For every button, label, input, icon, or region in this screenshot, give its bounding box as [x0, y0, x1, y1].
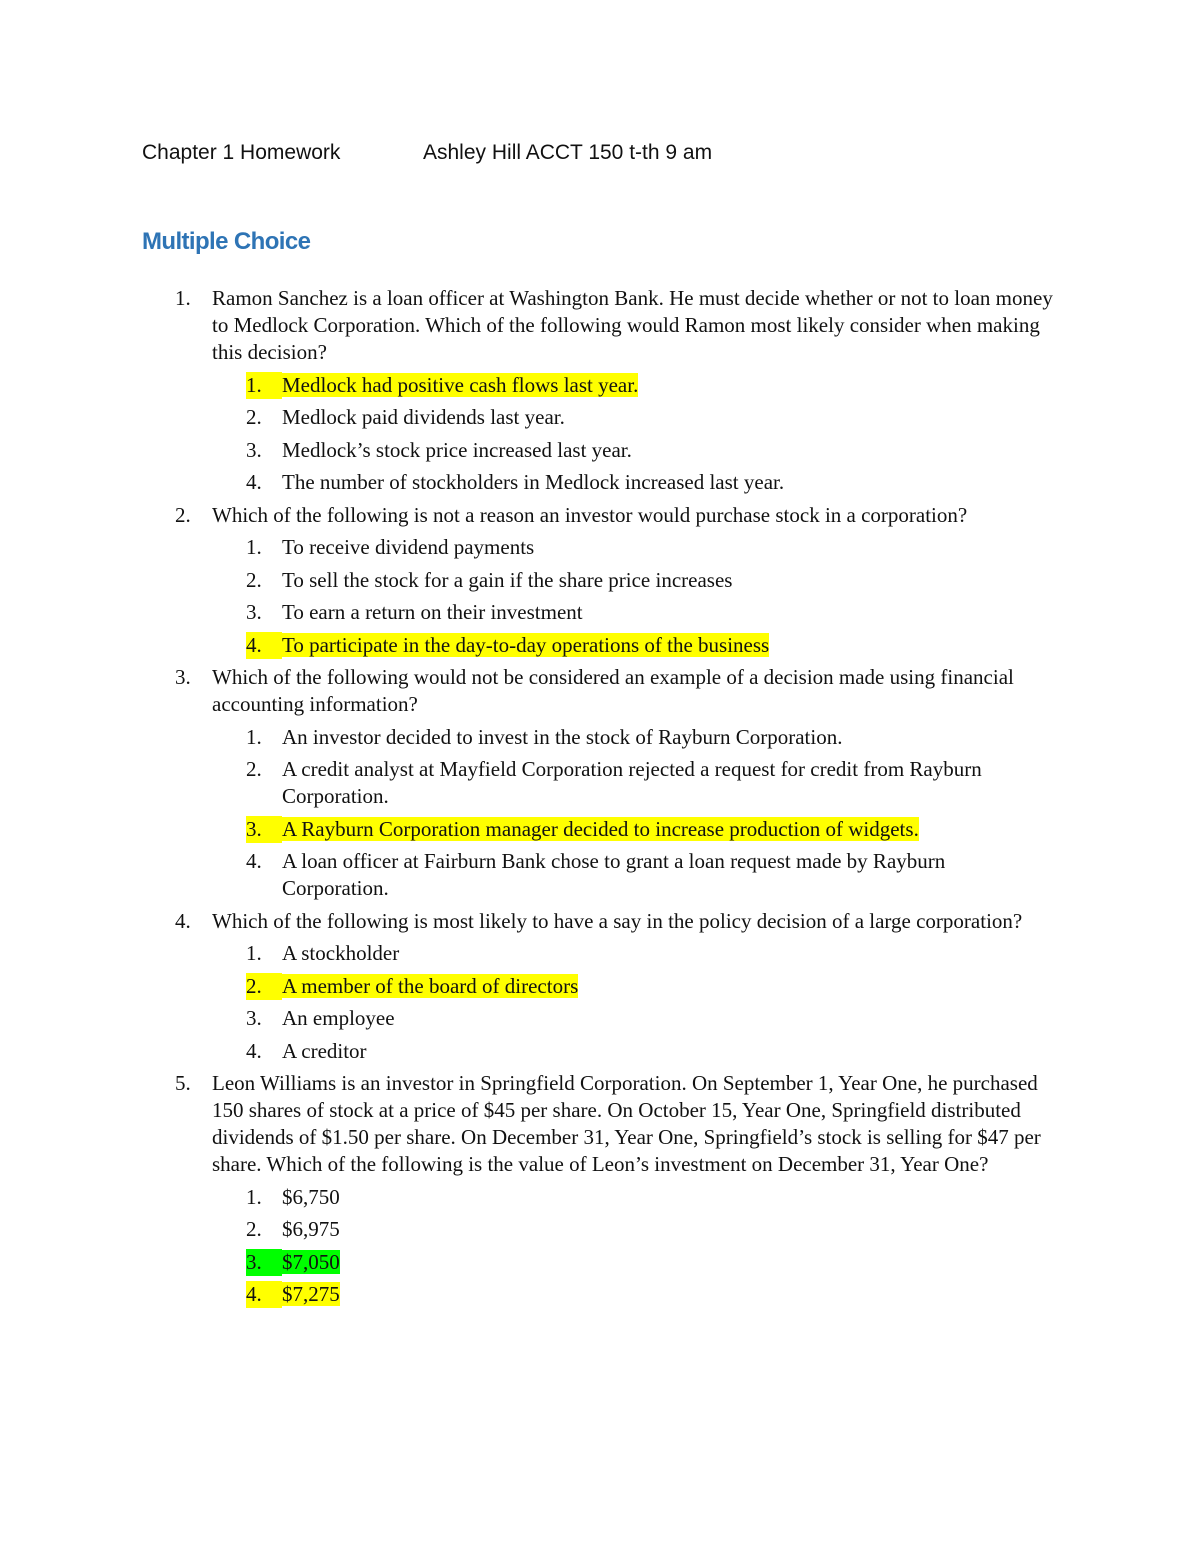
- answer-option: [0, 940, 1200, 967]
- answer-option: [0, 404, 1200, 431]
- answer-option: [0, 567, 1200, 594]
- document-title: Chapter 1 Homework: [142, 141, 341, 164]
- author-line: Ashley Hill ACCT 150 t-th 9 am: [423, 141, 713, 164]
- answer-option-body: [246, 1184, 1046, 1211]
- answer-option-text: A member of the board of directors: [282, 973, 579, 998]
- highlight-bridge: [262, 1281, 282, 1308]
- answer-option-text-wrap: [282, 973, 1046, 1000]
- answer-option: [0, 1005, 1200, 1032]
- answer-options: [0, 724, 1200, 903]
- question-text: Which of the following would not be considered an example of a decision made using financial accounting information?: [212, 665, 1014, 716]
- question-number: 4.: [175, 908, 191, 933]
- answer-options: [0, 372, 1200, 497]
- answer-option-number: 1.: [246, 724, 262, 749]
- answer-option-text-wrap: [282, 848, 1046, 902]
- highlight-bridge: [262, 372, 282, 399]
- answer-option: [0, 973, 1200, 1000]
- answer-option-text: An investor decided to invest in the stock of Rayburn Corporation.: [282, 724, 843, 749]
- answer-option-number: 2.: [246, 405, 262, 429]
- answer-option-text: $6,750: [282, 1184, 340, 1209]
- answer-option-text-wrap: [282, 534, 1046, 561]
- answer-option-number: 3.: [246, 1006, 262, 1030]
- answer-option-text-wrap: [282, 1281, 1046, 1308]
- answer-option-body: [246, 469, 1046, 496]
- answer-option: [0, 724, 1200, 751]
- answer-option-number: 4.: [246, 849, 262, 873]
- answer-option-number: 4.: [246, 470, 262, 494]
- question-list: [0, 285, 1200, 1308]
- answer-option-number: 3.: [246, 600, 262, 624]
- answer-option: [0, 469, 1200, 496]
- answer-option-text-wrap: [282, 599, 1046, 626]
- answer-option-number: 2.: [246, 973, 262, 998]
- answer-option-body: [246, 973, 1046, 1000]
- answer-option-text: An employee: [282, 1006, 395, 1030]
- answer-option-text: $6,975: [282, 1217, 340, 1241]
- answer-option: [0, 599, 1200, 626]
- answer-option-text: To earn a return on their investment: [282, 600, 583, 624]
- question-text: Which of the following is most likely to have a say in the policy decision of a large corporation?: [212, 908, 1023, 933]
- answer-option-number: 2.: [246, 757, 262, 781]
- answer-option: [0, 1038, 1200, 1065]
- answer-option-text-wrap: [282, 940, 1046, 967]
- answer-option-number: 1.: [246, 1184, 262, 1209]
- answer-option-text-wrap: [282, 1038, 1046, 1065]
- answer-option: [0, 1184, 1200, 1211]
- answer-option-text-wrap: [282, 1216, 1046, 1243]
- question-number: 3.: [175, 665, 191, 689]
- answer-option-text-wrap: [282, 1249, 1046, 1276]
- question-number: 1.: [175, 286, 191, 310]
- answer-option-body: [246, 848, 1046, 902]
- answer-option-number: 2.: [246, 567, 262, 592]
- answer-option-text-wrap: [282, 469, 1046, 496]
- answer-option-text: A stockholder: [282, 941, 400, 965]
- highlight-bridge: [262, 973, 282, 1000]
- answer-option-body: [246, 816, 1046, 843]
- answer-option-text: To receive dividend payments: [282, 535, 535, 559]
- answer-option-body: [246, 404, 1046, 431]
- answer-option-text-wrap: [282, 756, 1046, 810]
- answer-option-text-wrap: [282, 816, 1046, 843]
- answer-option-number: 1.: [246, 372, 262, 397]
- answer-option-text-wrap: [282, 632, 1046, 659]
- answer-option-number: 3.: [246, 1249, 262, 1274]
- answer-option-number: 4.: [246, 632, 262, 657]
- answer-option-text-wrap: [282, 372, 1046, 399]
- answer-option-text: A creditor: [282, 1038, 367, 1063]
- answer-option-number: 1.: [246, 941, 262, 965]
- answer-option-text-wrap: [282, 404, 1046, 431]
- answer-option-body: [246, 1281, 1046, 1308]
- answer-option: [0, 1281, 1200, 1308]
- answer-option-text-wrap: [282, 724, 1046, 751]
- section-heading: Multiple Choice: [142, 228, 311, 255]
- answer-option-body: [246, 534, 1046, 561]
- answer-options: [0, 940, 1200, 1065]
- answer-option-body: [246, 756, 1046, 810]
- highlight-bridge: [262, 632, 282, 659]
- answer-option-text: A credit analyst at Mayfield Corporation rejected a request for credit from Rayburn Corporation.: [282, 757, 982, 808]
- answer-option-text: A loan officer at Fairburn Bank chose to grant a loan request made by Rayburn Corporation.: [282, 849, 946, 900]
- answer-option-text: A Rayburn Corporation manager decided to increase production of widgets.: [282, 816, 919, 841]
- answer-option-number: 3.: [246, 816, 262, 841]
- answer-options: [0, 1184, 1200, 1309]
- answer-option-text: To sell the stock for a gain if the share price increases: [282, 567, 733, 592]
- answer-option: [0, 756, 1200, 810]
- highlight-bridge: [262, 1249, 282, 1276]
- answer-option-body: [246, 372, 1046, 399]
- answer-option-text: Medlock’s stock price increased last year.: [282, 437, 632, 462]
- answer-option: [0, 437, 1200, 464]
- answer-option: [0, 816, 1200, 843]
- answer-option-body: [246, 632, 1046, 659]
- answer-options: [0, 534, 1200, 659]
- question-item: [0, 664, 1200, 902]
- answer-option-number: 2.: [246, 1217, 262, 1241]
- question-item: [0, 285, 1200, 496]
- answer-option-body: [246, 724, 1046, 751]
- question-item: [0, 1070, 1200, 1308]
- answer-option-text: $7,050: [282, 1249, 340, 1274]
- answer-option-body: [246, 567, 1046, 594]
- answer-option-body: [246, 1005, 1046, 1032]
- answer-option-text: Medlock paid dividends last year.: [282, 405, 565, 429]
- answer-option-text-wrap: [282, 567, 1046, 594]
- answer-option: [0, 848, 1200, 902]
- answer-option-number: 3.: [246, 437, 262, 462]
- answer-option-body: [246, 1038, 1046, 1065]
- answer-option-number: 1.: [246, 535, 262, 559]
- answer-option-body: [246, 599, 1046, 626]
- question-text: Leon Williams is an investor in Springfield Corporation. On September 1, Year One, he purchased 150 shares of stock at a price of $45 per share. On October 15, Year One, Springfield distributed dividends of $1.50 per share. On December 31, Year One, Springfield’s stock is selling for $47 per share. Which of the following is the value of Leon’s investment on December 31, Year One?: [212, 1071, 1041, 1176]
- answer-option-text-wrap: [282, 437, 1046, 464]
- answer-option-number: 4.: [246, 1282, 262, 1306]
- question-number: 5.: [175, 1071, 191, 1095]
- answer-option-number: 4.: [246, 1038, 262, 1063]
- answer-option: [0, 632, 1200, 659]
- answer-option: [0, 534, 1200, 561]
- question-item: [0, 908, 1200, 1065]
- answer-option-text-wrap: [282, 1005, 1046, 1032]
- answer-option-text: To participate in the day-to-day operations of the business: [282, 632, 770, 657]
- answer-option-body: [246, 1249, 1046, 1276]
- answer-option-body: [246, 437, 1046, 464]
- highlight-bridge: [262, 816, 282, 843]
- document-header: [142, 141, 713, 165]
- answer-option-text: Medlock had positive cash flows last year.: [282, 372, 639, 397]
- answer-option: [0, 1249, 1200, 1276]
- answer-option-body: [246, 940, 1046, 967]
- question-text: Which of the following is not a reason an investor would purchase stock in a corporation?: [212, 502, 968, 527]
- question-text: Ramon Sanchez is a loan officer at Washington Bank. He must decide whether or not to loan money to Medlock Corporation. Which of the following would Ramon most likely consider when making this decision?: [212, 286, 1053, 364]
- question-number: 2.: [175, 502, 191, 527]
- answer-option-text: $7,275: [282, 1282, 340, 1306]
- answer-option-body: [246, 1216, 1046, 1243]
- answer-option-text-wrap: [282, 1184, 1046, 1211]
- answer-option-text: The number of stockholders in Medlock increased last year.: [282, 470, 785, 494]
- answer-option: [0, 1216, 1200, 1243]
- answer-option: [0, 372, 1200, 399]
- question-item: [0, 502, 1200, 659]
